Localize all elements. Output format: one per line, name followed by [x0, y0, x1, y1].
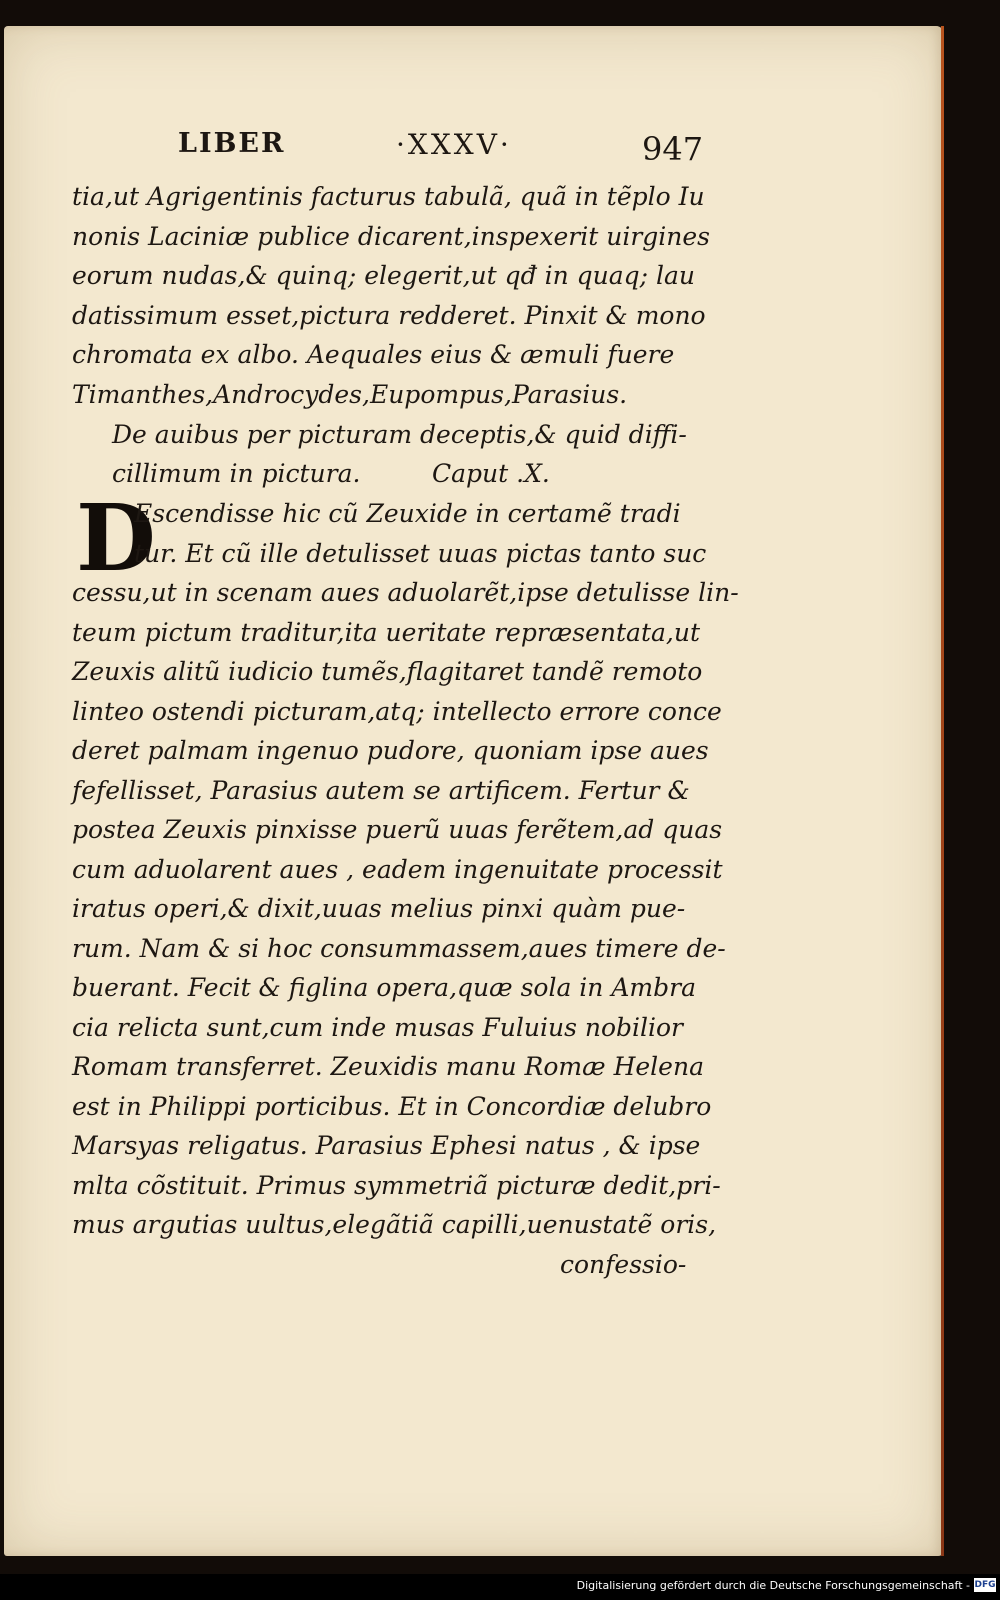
text-line: rum. Nam & si hoc consummassem,aues timere de-	[72, 934, 726, 963]
text-line: Zeuxis alitũ iudicio tumẽs,flagitaret tandẽ remoto	[72, 657, 703, 686]
text-line: tur. Et cũ ille detulisset uuas pictas tanto suc	[134, 539, 707, 568]
folio-number: 947	[642, 130, 704, 168]
book-number: ·XXXV·	[396, 128, 512, 161]
text-line: cia relicta sunt,cum inde musas Fuluius nobilior	[72, 1013, 683, 1042]
text-line: deret palmam ingenuo pudore, quoniam ipse aues	[72, 736, 709, 765]
text-line: linteo ostendi picturam,atq; intellecto errore conce	[72, 697, 722, 726]
catchword: confessio-	[560, 1250, 687, 1279]
text-line: datissimum esset,pictura redderet. Pinxit & mono	[72, 301, 706, 330]
text-line: est in Philippi porticibus. Et in Concordiæ delubro	[72, 1092, 712, 1121]
drop-cap-initial: D	[76, 484, 156, 592]
text-line: mlta cõstituit. Primus symmetriã picturæ dedit,pri-	[72, 1171, 721, 1200]
text-line: fefellisset, Parasius autem se artificem. Fertur &	[72, 776, 690, 805]
chapter-heading: De auibus per picturam deceptis,& quid diffi-	[112, 420, 687, 449]
text-line: postea Zeuxis pinxisse puerũ uuas ferẽtem,ad quas	[72, 815, 723, 844]
text-line: mus argutias uultus,elegãtiã capilli,uenustatẽ oris,	[72, 1210, 717, 1239]
text-line: tia,ut Agrigentinis facturus tabulã, quã in tẽplo Iu	[72, 182, 705, 211]
text-line: Escendisse hic cũ Zeuxide in certamẽ tradi	[134, 499, 681, 528]
page-edge	[941, 26, 944, 1556]
text-line: Romam transferret. Zeuxidis manu Romæ Helena	[72, 1052, 704, 1081]
text-line: cessu,ut in scenam aues aduolarẽt,ipse detulisse lin-	[72, 578, 739, 607]
chapter-number: Caput .X.	[432, 459, 550, 488]
text-line: chromata ex albo. Aequales eius & æmuli fuere	[72, 340, 675, 369]
funding-credit: Digitalisierung gefördert durch die Deutsche Forschungsgemeinschaft -	[576, 1579, 970, 1592]
text-line: cum aduolarent aues , eadem ingenuitate processit	[72, 855, 723, 884]
chapter-heading-continued: cillimum in pictura.	[112, 459, 361, 488]
text-line: teum pictum traditur,ita ueritate repræsentata,ut	[72, 618, 700, 647]
text-line: eorum nudas,& quinq; elegerit,ut qđ in quaq; lau	[72, 261, 696, 290]
running-header	[178, 128, 708, 168]
dfg-logo: DFG	[974, 1580, 996, 1590]
text-line: Marsyas religatus. Parasius Ephesi natus , & ipse	[72, 1131, 701, 1160]
text-line: nonis Laciniæ publice dicarent,inspexerit uirgines	[72, 222, 710, 251]
text-line: Timanthes,Androcydes,Eupompus,Parasius.	[72, 380, 628, 409]
text-line: buerant. Fecit & figlina opera,quæ sola in Ambra	[72, 973, 696, 1002]
running-title: LIBER	[178, 128, 286, 159]
digitization-footer	[0, 1574, 1000, 1600]
text-line: iratus operi,& dixit,uuas melius pinxi quàm pue-	[72, 894, 686, 923]
